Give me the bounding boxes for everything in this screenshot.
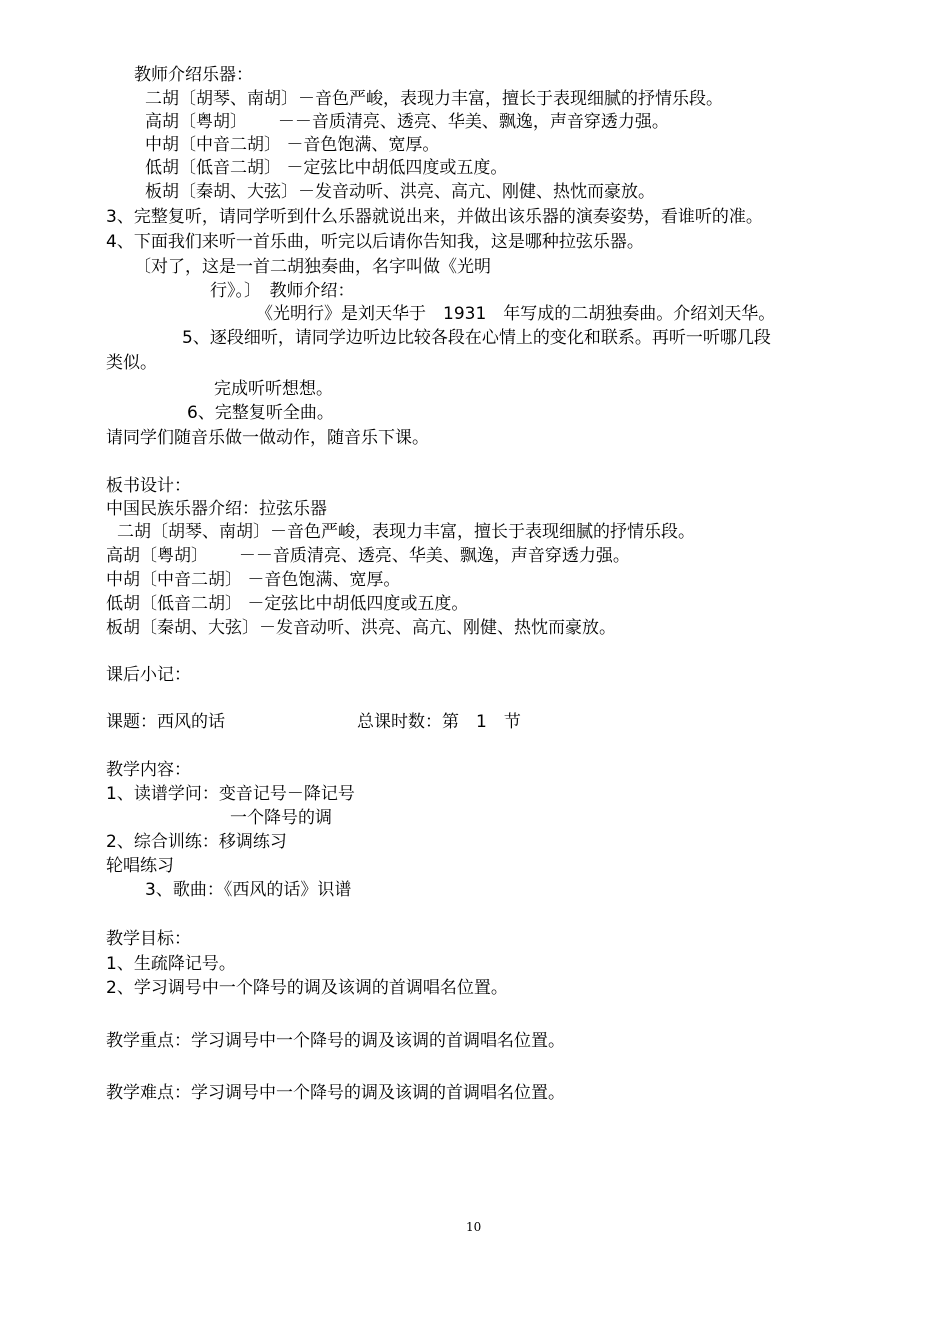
board-item-erhu: 二胡〔胡琴、南胡〕－音色严峻，表现力丰富，擅长于表现细腻的抒情乐段。 [117, 522, 695, 542]
board-title: 中国民族乐器介绍：拉弦乐器 [106, 499, 327, 519]
teacher-intro: 《光明行》是刘天华于 1931 年写成的二胡独奏曲。介绍刘天华。 [256, 304, 776, 324]
closing-line: 请同学们随音乐做一做动作，随音乐下课。 [106, 428, 429, 448]
answer-line-1: 〔对了，这是一首二胡独奏曲，名字叫做《光明 [134, 257, 491, 277]
difficulty-point: 教学难点：学习调号中一个降号的调及该调的首调唱名位置。 [106, 1083, 565, 1103]
step-3: 3、完整复听，请同学听到什么乐器就说出来，并做出该乐器的演奏姿势，看谁听的准。 [106, 207, 763, 227]
answer-line-2: 行》。〕 教师介绍： [210, 281, 355, 301]
instrument-zhonghu: 中胡〔中音二胡〕 －音色饱满、宽厚。 [145, 135, 440, 155]
step-4: 4、下面我们来听一首乐曲，听完以后请你告知我，这是哪种拉弦乐器。 [106, 232, 644, 252]
board-item-dihu: 低胡〔低音二胡〕 －定弦比中胡低四度或五度。 [106, 594, 469, 614]
instrument-dihu: 低胡〔低音二胡〕 －定弦比中胡低四度或五度。 [145, 158, 508, 178]
complete-thought: 完成听听想想。 [214, 379, 333, 399]
instrument-gaohu: 高胡〔粤胡〕 －－音质清亮、透亮、华美、飘逸，声音穿透力强。 [145, 112, 669, 132]
lesson-topic: 课题：西风的话 [106, 712, 225, 732]
board-item-gaohu: 高胡〔粤胡〕 －－音质清亮、透亮、华美、飘逸，声音穿透力强。 [106, 546, 630, 566]
instrument-banhu: 板胡〔秦胡、大弦〕－发音动听、洪亮、高亢、刚健、热忱而豪放。 [145, 182, 655, 202]
content-item-1: 1、读谱学问：变音记号－降记号 [106, 784, 355, 804]
intro-heading: 教师介绍乐器： [134, 65, 253, 85]
board-item-banhu: 板胡〔秦胡、大弦〕－发音动听、洪亮、高亢、刚健、热忱而豪放。 [106, 618, 616, 638]
step-5-cont: 类似。 [106, 353, 157, 373]
step-6: 6、完整复听全曲。 [187, 403, 334, 423]
after-class-note: 课后小记： [106, 665, 191, 685]
content-item-2: 2、综合训练：移调练习 [106, 832, 287, 852]
content-heading: 教学内容： [106, 760, 191, 780]
goal-1: 1、生疏降记号。 [106, 954, 236, 974]
key-point: 教学重点：学习调号中一个降号的调及该调的首调唱名位置。 [106, 1031, 565, 1051]
step-5: 5、逐段细听，请同学边听边比较各段在心情上的变化和联系。再听一听哪几段 [182, 328, 771, 348]
board-heading: 板书设计： [106, 476, 191, 496]
page-number: 10 [466, 1220, 482, 1234]
content-item-2b: 轮唱练习 [106, 856, 174, 876]
board-item-zhonghu: 中胡〔中音二胡〕 －音色饱满、宽厚。 [106, 570, 401, 590]
goals-heading: 教学目标： [106, 929, 191, 949]
content-item-1b: 一个降号的调 [230, 808, 332, 828]
goal-2: 2、学习调号中一个降号的调及该调的首调唱名位置。 [106, 978, 508, 998]
content-item-3: 3、歌曲：《西风的话》识谱 [145, 880, 352, 900]
lesson-hours: 总课时数：第 1 节 [357, 712, 521, 732]
instrument-erhu: 二胡〔胡琴、南胡〕－音色严峻，表现力丰富，擅长于表现细腻的抒情乐段。 [145, 89, 723, 109]
